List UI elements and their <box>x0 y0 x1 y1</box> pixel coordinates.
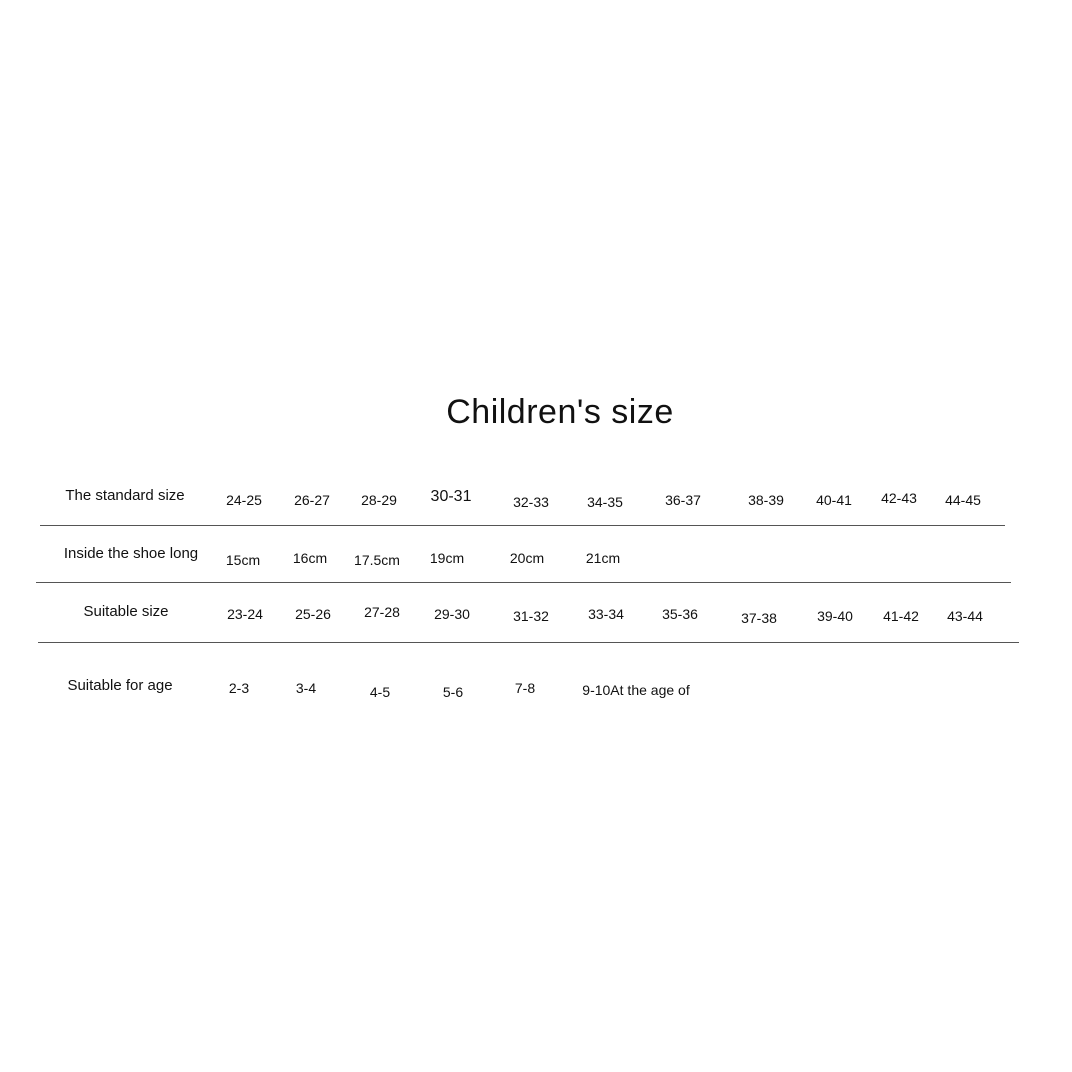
table-cell: 15cm <box>225 552 261 568</box>
table-cell: 44-45 <box>945 492 981 508</box>
table-cell: 34-35 <box>587 494 623 510</box>
table-cell: 42-43 <box>881 490 917 506</box>
table-cell: 29-30 <box>434 606 470 622</box>
table-cell: 20cm <box>509 550 545 566</box>
table-row <box>0 677 1072 707</box>
table-cell: 23-24 <box>227 606 263 622</box>
table-cell: 41-42 <box>883 608 919 624</box>
table-cell: 24-25 <box>226 492 262 508</box>
table-cell: 19cm <box>429 550 465 566</box>
row-divider <box>40 525 1005 526</box>
table-cell: 35-36 <box>662 606 698 622</box>
table-cell: 9-10At the age of <box>582 682 690 698</box>
table-cell: 4-5 <box>369 684 391 700</box>
row-label: The standard size <box>65 487 185 504</box>
table-row <box>0 603 1072 633</box>
row-label: Suitable for age <box>67 677 173 694</box>
table-cell: 25-26 <box>295 606 331 622</box>
row-divider <box>36 582 1011 583</box>
table-cell: 33-34 <box>588 606 624 622</box>
row-label: Suitable size <box>83 603 169 620</box>
table-cell: 28-29 <box>361 492 397 508</box>
row-divider <box>38 642 1019 643</box>
table-cell: 32-33 <box>513 494 549 510</box>
table-cell: 31-32 <box>513 608 549 624</box>
table-cell: 3-4 <box>295 680 317 696</box>
table-cell: 21cm <box>585 550 621 566</box>
table-cell: 7-8 <box>514 680 536 696</box>
table-cell: 26-27 <box>294 492 330 508</box>
table-row <box>0 487 1072 517</box>
table-cell: 43-44 <box>947 608 983 624</box>
table-cell: 30-31 <box>430 488 472 505</box>
table-cell: 39-40 <box>817 608 853 624</box>
row-label: Inside the shoe long <box>63 545 199 562</box>
table-cell: 5-6 <box>442 684 464 700</box>
table-cell: 16cm <box>292 550 328 566</box>
table-cell: 2-3 <box>228 680 250 696</box>
table-cell: 37-38 <box>741 610 777 626</box>
table-cell: 36-37 <box>665 492 701 508</box>
table-cell: 27-28 <box>364 604 400 620</box>
table-cell: 17.5cm <box>354 552 400 568</box>
table-cell: 38-39 <box>748 492 784 508</box>
table-row <box>0 545 1072 575</box>
table-cell: 40-41 <box>816 492 852 508</box>
page-title: Children's size <box>446 393 674 431</box>
